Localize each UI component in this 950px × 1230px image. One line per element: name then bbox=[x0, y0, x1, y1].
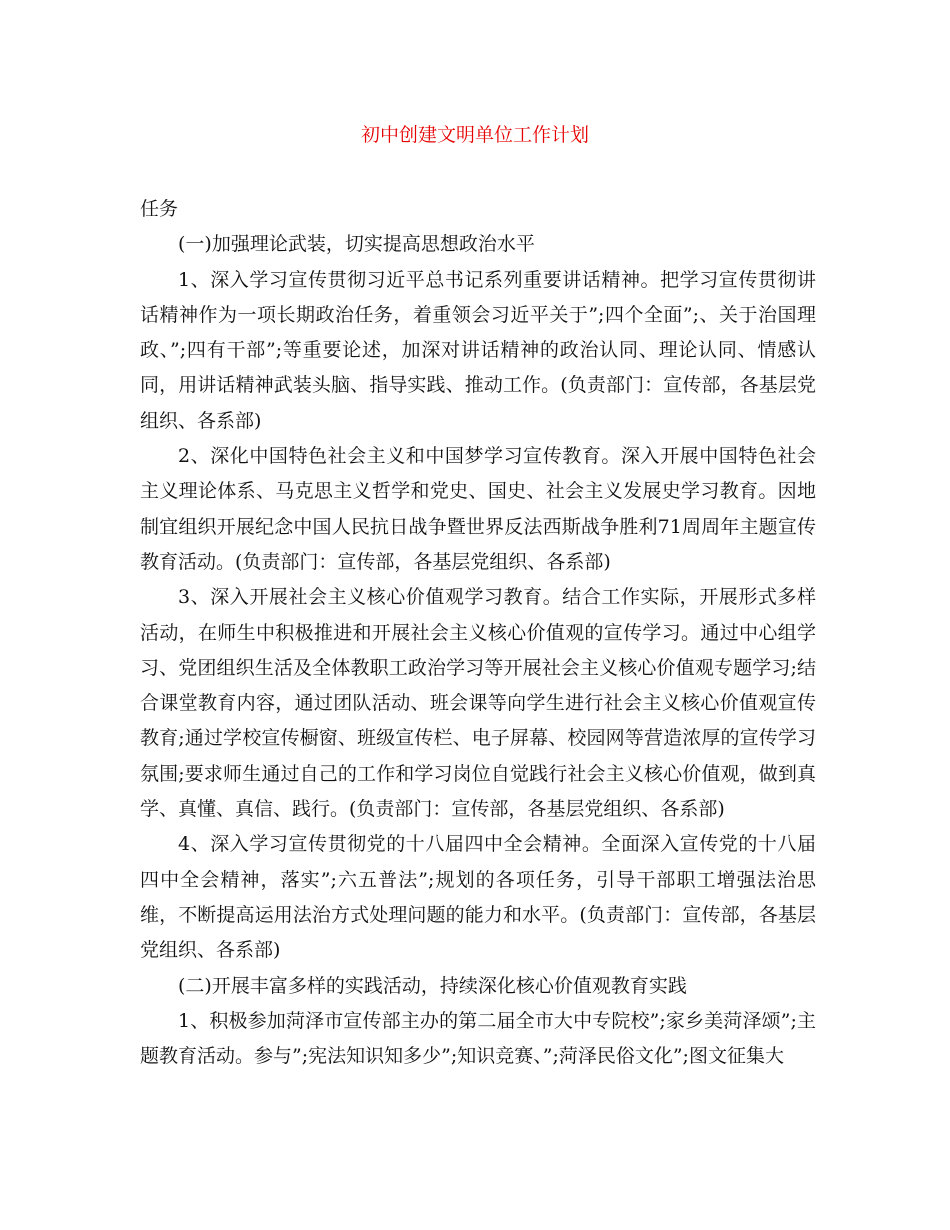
paragraph: 1、积极参加菏泽市宣传部主办的第二届全市大中专院校”;家乡美菏泽颂”;主题教育活动。参与”;宪法知识知多少”;知识竞赛、”;菏泽民俗文化”;图文征集大 bbox=[140, 1009, 816, 1068]
paragraph: (二)开展丰富多样的实践活动，持续深化核心价值观教育实践 bbox=[178, 974, 687, 997]
paragraph: 任务 bbox=[140, 198, 179, 220]
paragraph: 3、深入开展社会主义核心价值观学习教育。结合工作实际，开展形式多样活动，在师生中积极推进和开展社会主义核心价值观的宣传学习。通过中心组学习、党团组织生活及全体教职工政治学习等开展社会主义核心价值观专题学习;结合课堂教育内容，通过团队活动、班会课等向学生进行社会主义核心价值观宣传教育;通过学校宣传橱窗、班级宣传栏、电子屏幕、校园网等营造浓厚的宣传学习氛围;要求师生通过自己的工作和学习岗位自觉践行社会主义核心价值观，做到真学、真懂、真信、践行。(负责部门：宣传部，各基层党组织、各系部) bbox=[140, 586, 816, 821]
paragraph: (一)加强理论武装，切实提高思想政治水平 bbox=[178, 233, 535, 256]
paragraph: 1、深入学习宣传贯彻习近平总书记系列重要讲话精神。把学习宣传贯彻讲话精神作为一项长期政治任务，着重领会习近平关于”;四个全面”;、关于治国理政、”;四有干部”;等重要论述，加深对讲话精神的政治认同、理论认同、情感认同，用讲话精神武装头脑、指导实践、推动工作。(负责部门：宣传部，各基层党组织、各系部) bbox=[140, 268, 816, 432]
document-body bbox=[140, 192, 816, 1074]
paragraph: 2、深化中国特色社会主义和中国梦学习宣传教育。深入开展中国特色社会主义理论体系、马克思主义哲学和党史、国史、社会主义发展史学习教育。因地制宜组织开展纪念中国人民抗日战争暨世界反法西斯战争胜利71周周年主题宣传教育活动。(负责部门：宣传部，各基层党组织、各系部) bbox=[140, 445, 816, 573]
paragraph: 4、深入学习宣传贯彻党的十八届四中全会精神。全面深入宣传党的十八届四中全会精神，落实”;六五普法”;规划的各项任务，引导干部职工增强法治思维，不断提高运用法治方式处理问题的能力和水平。(负责部门：宣传部，各基层党组织、各系部) bbox=[140, 833, 816, 962]
document-title: 初中创建文明单位工作计划 bbox=[360, 124, 589, 146]
